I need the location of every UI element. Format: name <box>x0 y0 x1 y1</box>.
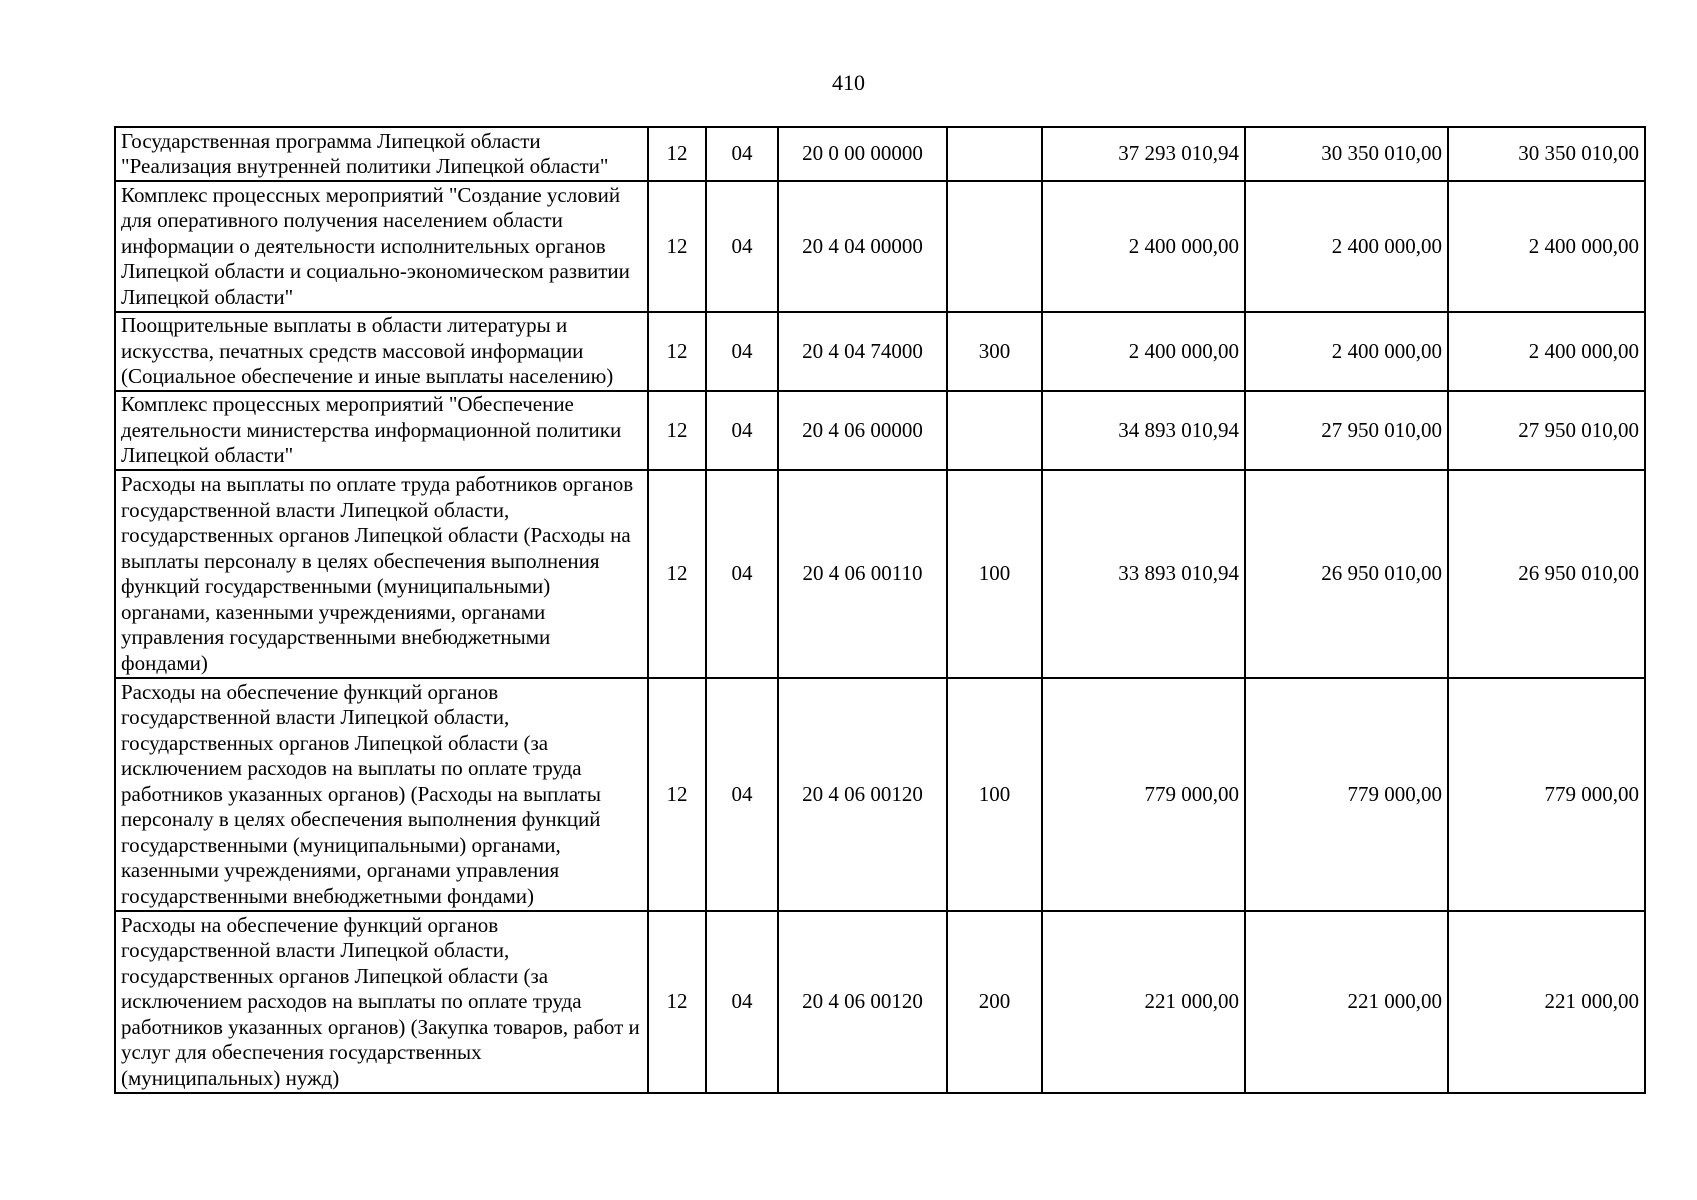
amount-year-3: 221 000,00 <box>1448 911 1645 1093</box>
section-code: 12 <box>648 678 706 911</box>
subsection-code: 04 <box>706 181 778 312</box>
row-description: Государственная программа Липецкой области "Реализация внутренней политики Липецкой области" <box>115 127 648 181</box>
row-description: Расходы на обеспечение функций органов государственной власти Липецкой области, государственных органов Липецкой области (за исключением расходов на выплаты по оплате труда работников указанных органов) (Закупка товаров, работ и услуг для обеспечения государственных (муниципальных) нужд) <box>115 911 648 1093</box>
subsection-code: 04 <box>706 678 778 911</box>
table-row <box>115 678 1645 911</box>
section-code: 12 <box>648 181 706 312</box>
budget-table <box>114 126 1646 1094</box>
target-article-code: 20 4 06 00110 <box>778 470 947 678</box>
amount-year-3: 2 400 000,00 <box>1448 312 1645 391</box>
amount-year-2: 27 950 010,00 <box>1245 391 1448 470</box>
section-code: 12 <box>648 391 706 470</box>
amount-year-1: 33 893 010,94 <box>1042 470 1245 678</box>
amount-year-2: 221 000,00 <box>1245 911 1448 1093</box>
target-article-code: 20 4 04 74000 <box>778 312 947 391</box>
expense-type-code <box>947 181 1042 312</box>
amount-year-2: 2 400 000,00 <box>1245 181 1448 312</box>
expense-type-code <box>947 391 1042 470</box>
expense-type-code: 100 <box>947 470 1042 678</box>
subsection-code: 04 <box>706 127 778 181</box>
amount-year-3: 27 950 010,00 <box>1448 391 1645 470</box>
row-description: Поощрительные выплаты в области литературы и искусства, печатных средств массовой информации (Социальное обеспечение и иные выплаты населению) <box>115 312 648 391</box>
table-row <box>115 127 1645 181</box>
row-description: Комплекс процессных мероприятий "Обеспечение деятельности министерства информационной политики Липецкой области" <box>115 391 648 470</box>
amount-year-1: 221 000,00 <box>1042 911 1245 1093</box>
subsection-code: 04 <box>706 911 778 1093</box>
section-code: 12 <box>648 470 706 678</box>
target-article-code: 20 4 06 00000 <box>778 391 947 470</box>
row-description: Расходы на выплаты по оплате труда работников органов государственной власти Липецкой области, государственных органов Липецкой области (Расходы на выплаты персоналу в целях обеспечения выполнения функций государственными (муниципальными) органами, казенными учреждениями, органами управления государственными внебюджетными фондами) <box>115 470 648 678</box>
target-article-code: 20 4 06 00120 <box>778 911 947 1093</box>
subsection-code: 04 <box>706 470 778 678</box>
amount-year-1: 2 400 000,00 <box>1042 181 1245 312</box>
amount-year-1: 779 000,00 <box>1042 678 1245 911</box>
table-row <box>115 470 1645 678</box>
row-description: Комплекс процессных мероприятий "Создание условий для оперативного получения населением области информации о деятельности исполнительных органов Липецкой области и социально-экономическом развитии Липецкой области" <box>115 181 648 312</box>
section-code: 12 <box>648 911 706 1093</box>
expense-type-code: 200 <box>947 911 1042 1093</box>
page-number: 410 <box>832 70 865 95</box>
amount-year-3: 2 400 000,00 <box>1448 181 1645 312</box>
amount-year-2: 779 000,00 <box>1245 678 1448 911</box>
row-description: Расходы на обеспечение функций органов государственной власти Липецкой области, государственных органов Липецкой области (за исключением расходов на выплаты по оплате труда работников указанных органов) (Расходы на выплаты персоналу в целях обеспечения выполнения функций государственными (муниципальными) органами, казенными учреждениями, органами управления государственными внебюджетными фондами) <box>115 678 648 911</box>
table-row <box>115 911 1645 1093</box>
target-article-code: 20 4 06 00120 <box>778 678 947 911</box>
amount-year-2: 30 350 010,00 <box>1245 127 1448 181</box>
subsection-code: 04 <box>706 312 778 391</box>
amount-year-3: 779 000,00 <box>1448 678 1645 911</box>
table-row <box>115 181 1645 312</box>
table-row <box>115 312 1645 391</box>
expense-type-code: 300 <box>947 312 1042 391</box>
amount-year-3: 26 950 010,00 <box>1448 470 1645 678</box>
expense-type-code: 100 <box>947 678 1042 911</box>
subsection-code: 04 <box>706 391 778 470</box>
expense-type-code <box>947 127 1042 181</box>
amount-year-2: 26 950 010,00 <box>1245 470 1448 678</box>
amount-year-1: 34 893 010,94 <box>1042 391 1245 470</box>
amount-year-2: 2 400 000,00 <box>1245 312 1448 391</box>
table-row <box>115 391 1645 470</box>
target-article-code: 20 0 00 00000 <box>778 127 947 181</box>
amount-year-1: 37 293 010,94 <box>1042 127 1245 181</box>
section-code: 12 <box>648 127 706 181</box>
amount-year-3: 30 350 010,00 <box>1448 127 1645 181</box>
section-code: 12 <box>648 312 706 391</box>
amount-year-1: 2 400 000,00 <box>1042 312 1245 391</box>
target-article-code: 20 4 04 00000 <box>778 181 947 312</box>
